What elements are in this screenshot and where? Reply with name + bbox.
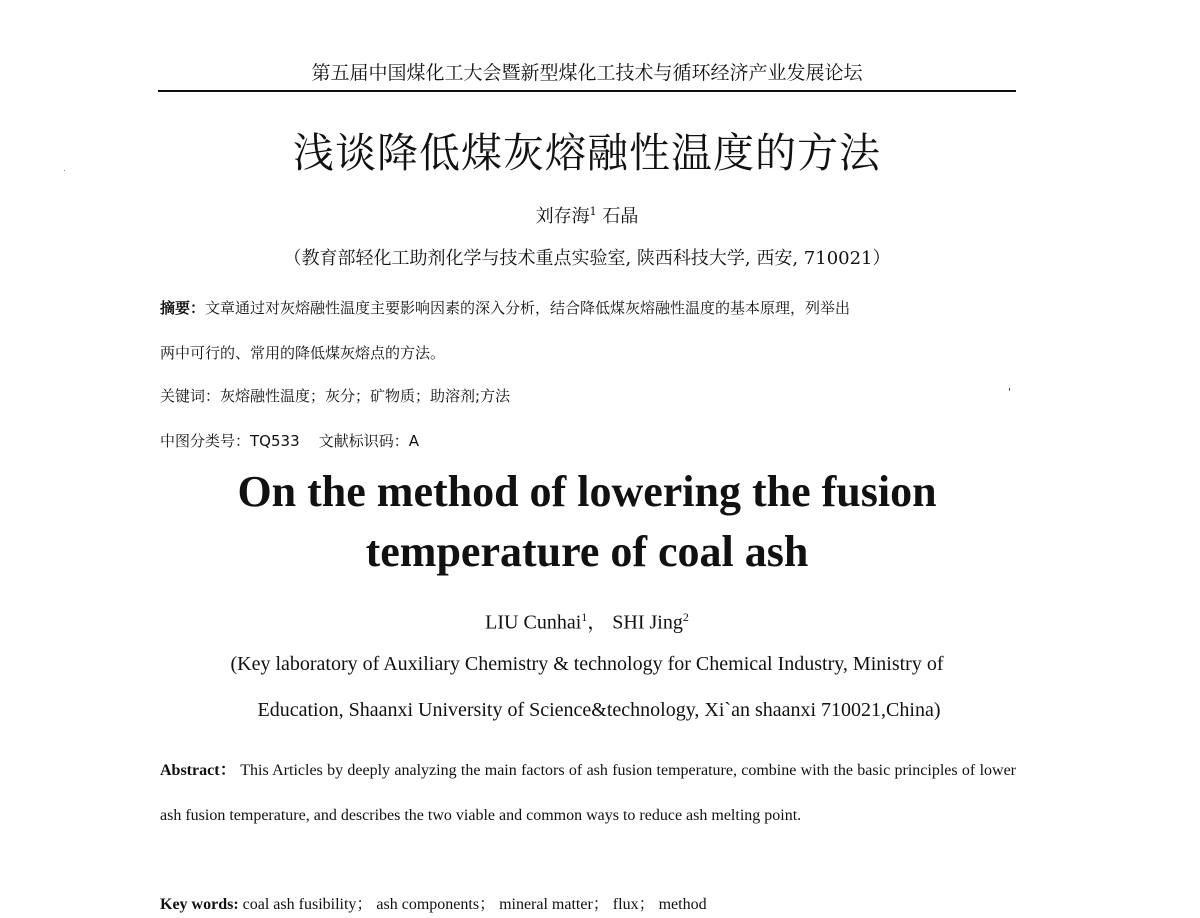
chinese-abstract-line-1 bbox=[160, 295, 850, 321]
clc-value: TQ533 bbox=[250, 432, 300, 450]
chinese-keywords-text: 灰熔融性温度；灰分；矿物质；助溶剂;方法 bbox=[220, 387, 511, 405]
doc-code-label: 文献标识码： bbox=[318, 432, 409, 450]
english-title-line-2: temperature of coal ash bbox=[365, 527, 809, 576]
english-title bbox=[158, 462, 1016, 582]
chinese-abstract-text-1: 文章通过对灰熔融性温度主要影响因素的深入分析，结合降低煤灰熔融性温度的基本原理，列举出 bbox=[205, 299, 851, 317]
author-en-1: LIU Cunhai bbox=[485, 611, 582, 634]
chinese-title: 浅谈降低煤灰熔融性温度的方法 bbox=[293, 129, 881, 177]
scan-speck bbox=[64, 170, 65, 171]
english-abstract-text: This Articles by deeply analyzing the main factors of ash fusion temperature, combine with the basic principles of lower ash fusion temperature, and describes the two viable and common ways to reduce ash melting point. bbox=[160, 762, 1016, 824]
english-abstract bbox=[160, 748, 1016, 838]
english-abstract-label: Abstract： bbox=[160, 762, 237, 779]
english-affiliation-line-1: (Key laboratory of Auxiliary Chemistry & technology for Chemical Industry, Ministry of bbox=[230, 653, 944, 675]
chinese-classification bbox=[160, 428, 419, 454]
chinese-abstract-line-2: 两中可行的、常用的降低煤灰熔点的方法。 bbox=[160, 344, 446, 362]
english-keywords-label: Key words: bbox=[160, 896, 239, 913]
author-cn-1: 刘存海 bbox=[535, 206, 590, 227]
english-keywords bbox=[160, 892, 707, 918]
author-en-2-affiliation-mark: 2 bbox=[682, 610, 689, 624]
chinese-keywords bbox=[160, 383, 510, 409]
english-title-line-1: On the method of lowering the fusion bbox=[237, 467, 937, 516]
author-en-1-affiliation-mark: 1 bbox=[581, 610, 588, 624]
chinese-abstract-label: 摘要： bbox=[160, 299, 206, 317]
chinese-keywords-label: 关键词： bbox=[160, 387, 221, 405]
conference-header: 第五届中国煤化工大会暨新型煤化工技术与循环经济产业发展论坛 bbox=[158, 58, 1016, 92]
doc-code-value: A bbox=[408, 432, 419, 450]
english-affiliation-line-2: Education, Shaanxi University of Science&technology, Xi`an shaanxi 710021,China) bbox=[257, 699, 941, 721]
english-keywords-text: coal ash fusibility； ash components； mineral matter； flux； method bbox=[242, 896, 707, 913]
author-en-2: SHI Jing bbox=[612, 611, 683, 634]
author-separator: ， bbox=[587, 611, 608, 634]
english-authors bbox=[158, 603, 1016, 637]
author-cn-2: 石晶 bbox=[602, 206, 639, 227]
clc-label: 中图分类号： bbox=[160, 432, 251, 450]
stray-mark: ' bbox=[1008, 387, 1011, 398]
chinese-affiliation: （教育部轻化工助剂化学与技术重点实验室, 陕西科技大学, 西安, 710021） bbox=[283, 248, 891, 269]
author-cn-1-affiliation-mark: 1 bbox=[589, 205, 597, 218]
chinese-authors bbox=[158, 198, 1016, 231]
